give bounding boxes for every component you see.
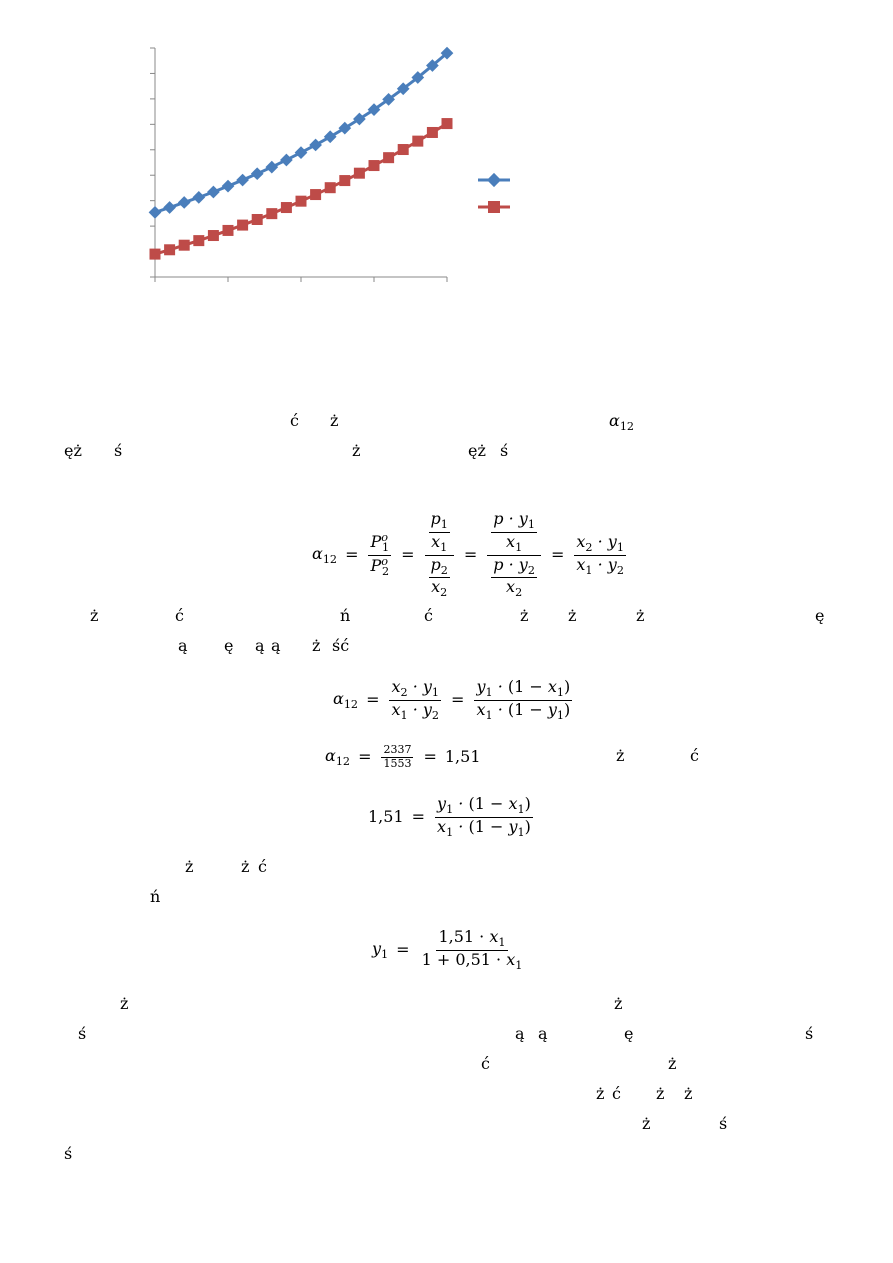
text-fragment: ć bbox=[258, 857, 267, 876]
data-point bbox=[149, 206, 162, 219]
text-fragment: ć bbox=[612, 1084, 621, 1103]
chart-series bbox=[149, 47, 454, 260]
data-point bbox=[296, 196, 307, 207]
text-fragment: ć bbox=[424, 606, 433, 625]
data-point bbox=[150, 249, 161, 260]
equation-alpha-simplified: $\alpha_{12}$ = $\frac{x_2 \cdot y_1}{x_1 \cdot y_2}$ = $\frac{y_1 \cdot (1 - x_1)}{x_1 \cdot (1 - y_1)}$ bbox=[333, 677, 571, 722]
equation-alpha-definition: $\alpha_{12}$ = $\frac{P^o_1}{P^o_2}$ = $\frac{\frac{p_1}{x_1}}{\frac{p_2}{x_2}}$ = $\frac{\frac{p \cdot y_1}{x_1}}{\frac{p \cdot y_2}{x_2}}$ = $\frac{x_2 \cdot y_1}{x_1 \cdot y_2}$ bbox=[312, 509, 624, 600]
series-line bbox=[155, 53, 447, 212]
text-fragment: ń bbox=[150, 887, 161, 906]
equation-constant-alpha: 1,51 = $\frac{y_1 \cdot (1 - x_1)}{x_1 \cdot (1 - y_1)}$ bbox=[368, 794, 531, 839]
data-point bbox=[427, 127, 438, 138]
text-fragment: ń bbox=[340, 606, 351, 625]
text-fragment: ć bbox=[690, 746, 699, 765]
data-point bbox=[192, 191, 205, 204]
series-line bbox=[155, 124, 447, 255]
data-point bbox=[265, 161, 278, 174]
text-fragment: ż bbox=[185, 857, 194, 876]
text-fragment: ż bbox=[330, 411, 339, 430]
data-point bbox=[266, 208, 277, 219]
legend-entry-series-1 bbox=[478, 173, 510, 187]
text-fragment: ż bbox=[656, 1084, 665, 1103]
data-point bbox=[354, 168, 365, 179]
alpha-result: 1,51 bbox=[444, 747, 481, 767]
data-point bbox=[237, 220, 248, 231]
text-fragment: ż bbox=[120, 994, 129, 1013]
text-fragment: ż bbox=[596, 1084, 605, 1103]
data-point bbox=[310, 189, 321, 200]
text-fragment: ż bbox=[614, 994, 623, 1013]
data-point bbox=[369, 160, 380, 171]
text-fragment: ś bbox=[64, 1144, 73, 1163]
data-point bbox=[164, 244, 175, 255]
text-fragment: ż bbox=[520, 606, 529, 625]
text-fragment: ż bbox=[642, 1114, 651, 1133]
data-point bbox=[236, 174, 249, 187]
legend-entry-series-2 bbox=[478, 201, 510, 213]
data-point bbox=[309, 139, 322, 152]
text-fragment: ą bbox=[515, 1024, 525, 1043]
text-fragment: ś bbox=[805, 1024, 814, 1043]
chart-legend bbox=[478, 173, 510, 213]
data-point bbox=[398, 144, 409, 155]
text-fragment: ę bbox=[624, 1024, 634, 1043]
text-fragment: ą bbox=[178, 636, 188, 655]
data-point bbox=[251, 167, 264, 180]
data-point bbox=[324, 130, 337, 143]
data-point bbox=[179, 240, 190, 251]
text-fragment: ż bbox=[241, 857, 250, 876]
series-1 bbox=[149, 47, 454, 219]
data-point bbox=[281, 202, 292, 213]
data-point bbox=[412, 136, 423, 147]
equation-lhs: 1,51 bbox=[368, 807, 404, 827]
data-point bbox=[252, 214, 263, 225]
alpha-numerator: 2337 bbox=[383, 743, 412, 756]
data-point bbox=[207, 186, 220, 199]
equation-y1-of-x1: $y_1$ = $\frac{1,51 \cdot x_1}{1 + 0,51 \cdot x_1}$ bbox=[372, 927, 523, 972]
data-point bbox=[223, 225, 234, 236]
text-fragment: ś bbox=[500, 441, 509, 460]
data-point bbox=[222, 180, 235, 193]
inline-alpha12: $\alpha_{12}$ bbox=[609, 411, 635, 433]
text-fragment: ż bbox=[636, 606, 645, 625]
x-ticks bbox=[155, 277, 447, 282]
data-point bbox=[280, 154, 293, 167]
text-fragment: ć bbox=[481, 1054, 490, 1073]
equation-alpha-value: $\alpha_{12}$ = $\frac{2337}{1553}$ = 1,51 bbox=[325, 743, 481, 770]
text-fragment: ż bbox=[668, 1054, 677, 1073]
text-fragment: ż bbox=[568, 606, 577, 625]
series-2 bbox=[150, 118, 453, 260]
data-point bbox=[442, 118, 453, 129]
legend-marker-diamond bbox=[487, 173, 501, 187]
data-point bbox=[325, 182, 336, 193]
alpha-denominator: 1553 bbox=[383, 756, 412, 770]
text-fragment: ść bbox=[332, 636, 350, 655]
text-fragment: ż bbox=[616, 746, 625, 765]
text-fragment: ż bbox=[312, 636, 321, 655]
data-point bbox=[339, 175, 350, 186]
text-fragment: ę bbox=[224, 636, 234, 655]
text-fragment: ś bbox=[114, 441, 123, 460]
text-fragment: ą bbox=[255, 636, 265, 655]
text-fragment: ęż bbox=[64, 441, 82, 460]
text-fragment: ś bbox=[719, 1114, 728, 1133]
data-point bbox=[208, 230, 219, 241]
text-fragment: ż bbox=[684, 1084, 693, 1103]
text-fragment: ż bbox=[90, 606, 99, 625]
text-fragment: ć bbox=[290, 411, 299, 430]
text-fragment: ć bbox=[175, 606, 184, 625]
y-ticks bbox=[150, 48, 155, 277]
data-point bbox=[193, 235, 204, 246]
text-fragment: ęż bbox=[468, 441, 486, 460]
data-point bbox=[295, 146, 308, 159]
text-fragment: ę bbox=[815, 606, 825, 625]
data-point bbox=[163, 201, 176, 214]
text-fragment: ż bbox=[352, 441, 361, 460]
text-fragment: ś bbox=[78, 1024, 87, 1043]
legend-marker-square bbox=[488, 201, 500, 213]
data-point bbox=[383, 152, 394, 163]
data-point bbox=[178, 196, 191, 209]
text-fragment: ą bbox=[271, 636, 281, 655]
text-fragment: ą bbox=[538, 1024, 548, 1043]
vle-chart bbox=[0, 0, 893, 300]
